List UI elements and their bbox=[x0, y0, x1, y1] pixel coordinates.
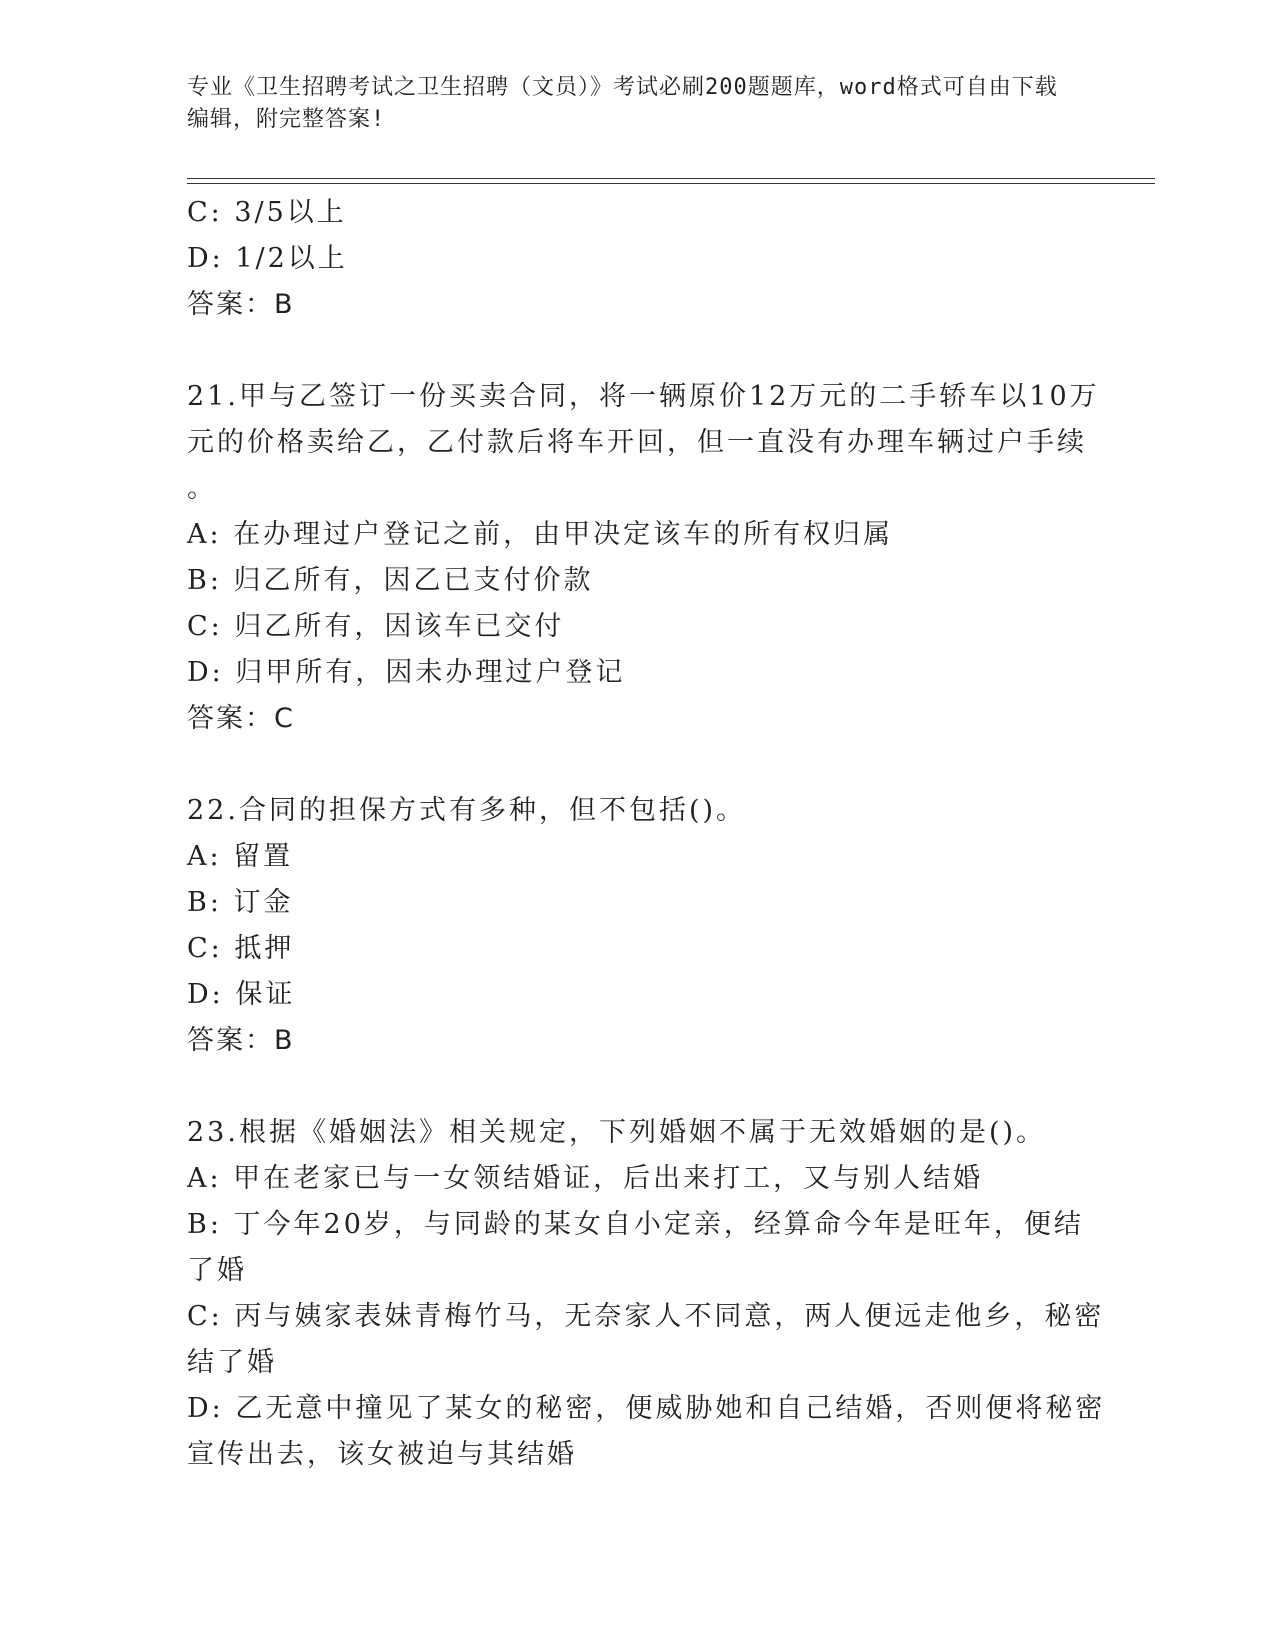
question-22 bbox=[187, 788, 1087, 1064]
question-text-line: 23.根据《婚姻法》相关规定，下列婚姻不属于无效婚姻的是()。 bbox=[187, 1117, 1047, 1148]
option-d-continued: 宣传出去，该女被迫与其结婚 bbox=[187, 1439, 577, 1470]
question-21 bbox=[187, 374, 1100, 742]
answer-line: 答案：B bbox=[187, 1025, 295, 1056]
spacer bbox=[187, 742, 1087, 788]
document-header: 专业《卫生招聘考试之卫生招聘（文员）》考试必刷200题题库，word格式可自由下载编辑，附完整答案! bbox=[187, 75, 1058, 132]
question-23 bbox=[187, 1110, 1106, 1478]
option-a: A: 甲在老家已与一女领结婚证，后出来打工，又与别人结婚 bbox=[187, 1163, 984, 1194]
header-divider-bottom bbox=[187, 183, 1155, 184]
option-b-continued: 了婚 bbox=[187, 1255, 247, 1286]
spacer bbox=[187, 1064, 1087, 1110]
option-b: B: 订金 bbox=[187, 887, 294, 918]
option-c: C: 丙与姨家表妹青梅竹马，无奈家人不同意，两人便远走他乡，秘密 bbox=[187, 1301, 1105, 1332]
answer-line: 答案：C bbox=[187, 703, 295, 734]
question-text-line: 21.甲与乙签订一份买卖合同，将一辆原价12万元的二手轿车以10万 bbox=[187, 381, 1100, 412]
question-text-line: 22.合同的担保方式有多种，但不包括()。 bbox=[187, 795, 747, 826]
option-c: C: 3/5以上 bbox=[187, 197, 347, 228]
option-c-continued: 结了婚 bbox=[187, 1347, 277, 1378]
option-b: B: 归乙所有，因乙已支付价款 bbox=[187, 565, 594, 596]
option-d: D: 1/2以上 bbox=[187, 243, 348, 274]
option-b: B: 丁今年20岁，与同龄的某女自小定亲，经算命今年是旺年，便结 bbox=[187, 1209, 1084, 1240]
option-d: D: 归甲所有，因未办理过户登记 bbox=[187, 657, 626, 688]
spacer bbox=[187, 328, 1087, 374]
header-divider-top bbox=[187, 178, 1155, 179]
option-d: D: 乙无意中撞见了某女的秘密，便威胁她和自己结婚，否则便将秘密 bbox=[187, 1393, 1106, 1424]
option-d: D: 保证 bbox=[187, 979, 296, 1010]
option-a: A: 在办理过户登记之前，由甲决定该车的所有权归属 bbox=[187, 519, 894, 550]
question-text-line: 元的价格卖给乙，乙付款后将车开回，但一直没有办理车辆过户手续 bbox=[187, 427, 1087, 458]
document-body bbox=[187, 190, 1106, 1478]
option-a: A: 留置 bbox=[187, 841, 294, 872]
question-text-line: 。 bbox=[187, 473, 217, 504]
option-c: C: 归乙所有，因该车已交付 bbox=[187, 611, 565, 642]
question-fragment bbox=[187, 190, 1087, 328]
answer-line: 答案：B bbox=[187, 289, 295, 320]
option-c: C: 抵押 bbox=[187, 933, 295, 964]
